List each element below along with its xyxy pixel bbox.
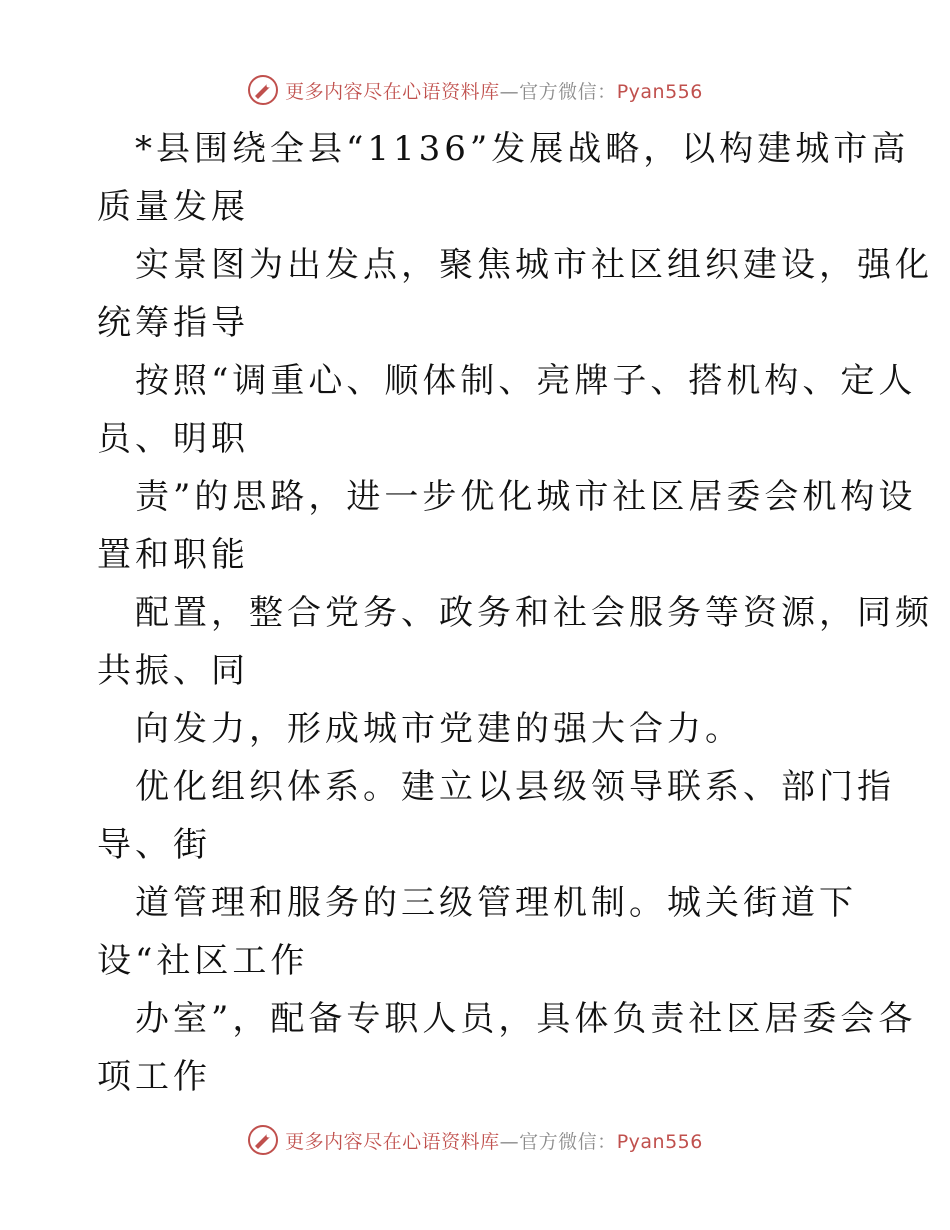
- pen-nib-logo-icon: [247, 74, 279, 106]
- pen-nib-logo-icon: [247, 1124, 279, 1156]
- footer-watermark: [0, 1120, 950, 1160]
- header-watermark: [0, 70, 950, 110]
- text-line: 项工作: [97, 1057, 211, 1097]
- text-line: 置和职能: [97, 535, 249, 575]
- text-line: 按照“调重心、顺体制、亮牌子、搭机构、定人: [135, 361, 917, 401]
- text-line: 优化组织体系。建立以县级领导联系、部门指: [135, 767, 895, 807]
- text-line: 责”的思路，进一步优化城市社区居委会机构设: [135, 477, 917, 517]
- text-line: 设“社区工作: [97, 941, 309, 981]
- document-body: [97, 120, 933, 1106]
- text-line: *县围绕全县“1136”发展战略，以构建城市高: [135, 129, 910, 169]
- text-line: 员、明职: [97, 419, 249, 459]
- text-line: 办室”，配备专职人员，具体负责社区居委会各: [135, 999, 917, 1039]
- text-line: 质量发展: [97, 187, 249, 227]
- text-line: 配置，整合党务、政务和社会服务等资源，同频: [135, 593, 933, 633]
- text-line: 实景图为出发点，聚焦城市社区组织建设，强化: [135, 245, 933, 285]
- watermark-text: 更多内容尽在心语资料库—官方微信：Pyan556: [285, 80, 703, 103]
- text-line: 共振、同: [97, 651, 249, 691]
- text-line: 道管理和服务的三级管理机制。城关街道下: [135, 883, 857, 923]
- text-line: 统筹指导: [97, 303, 249, 343]
- text-line: 导、街: [97, 825, 211, 865]
- text-line: 向发力，形成城市党建的强大合力。: [135, 709, 743, 749]
- watermark-text: 更多内容尽在心语资料库—官方微信：Pyan556: [285, 1130, 703, 1153]
